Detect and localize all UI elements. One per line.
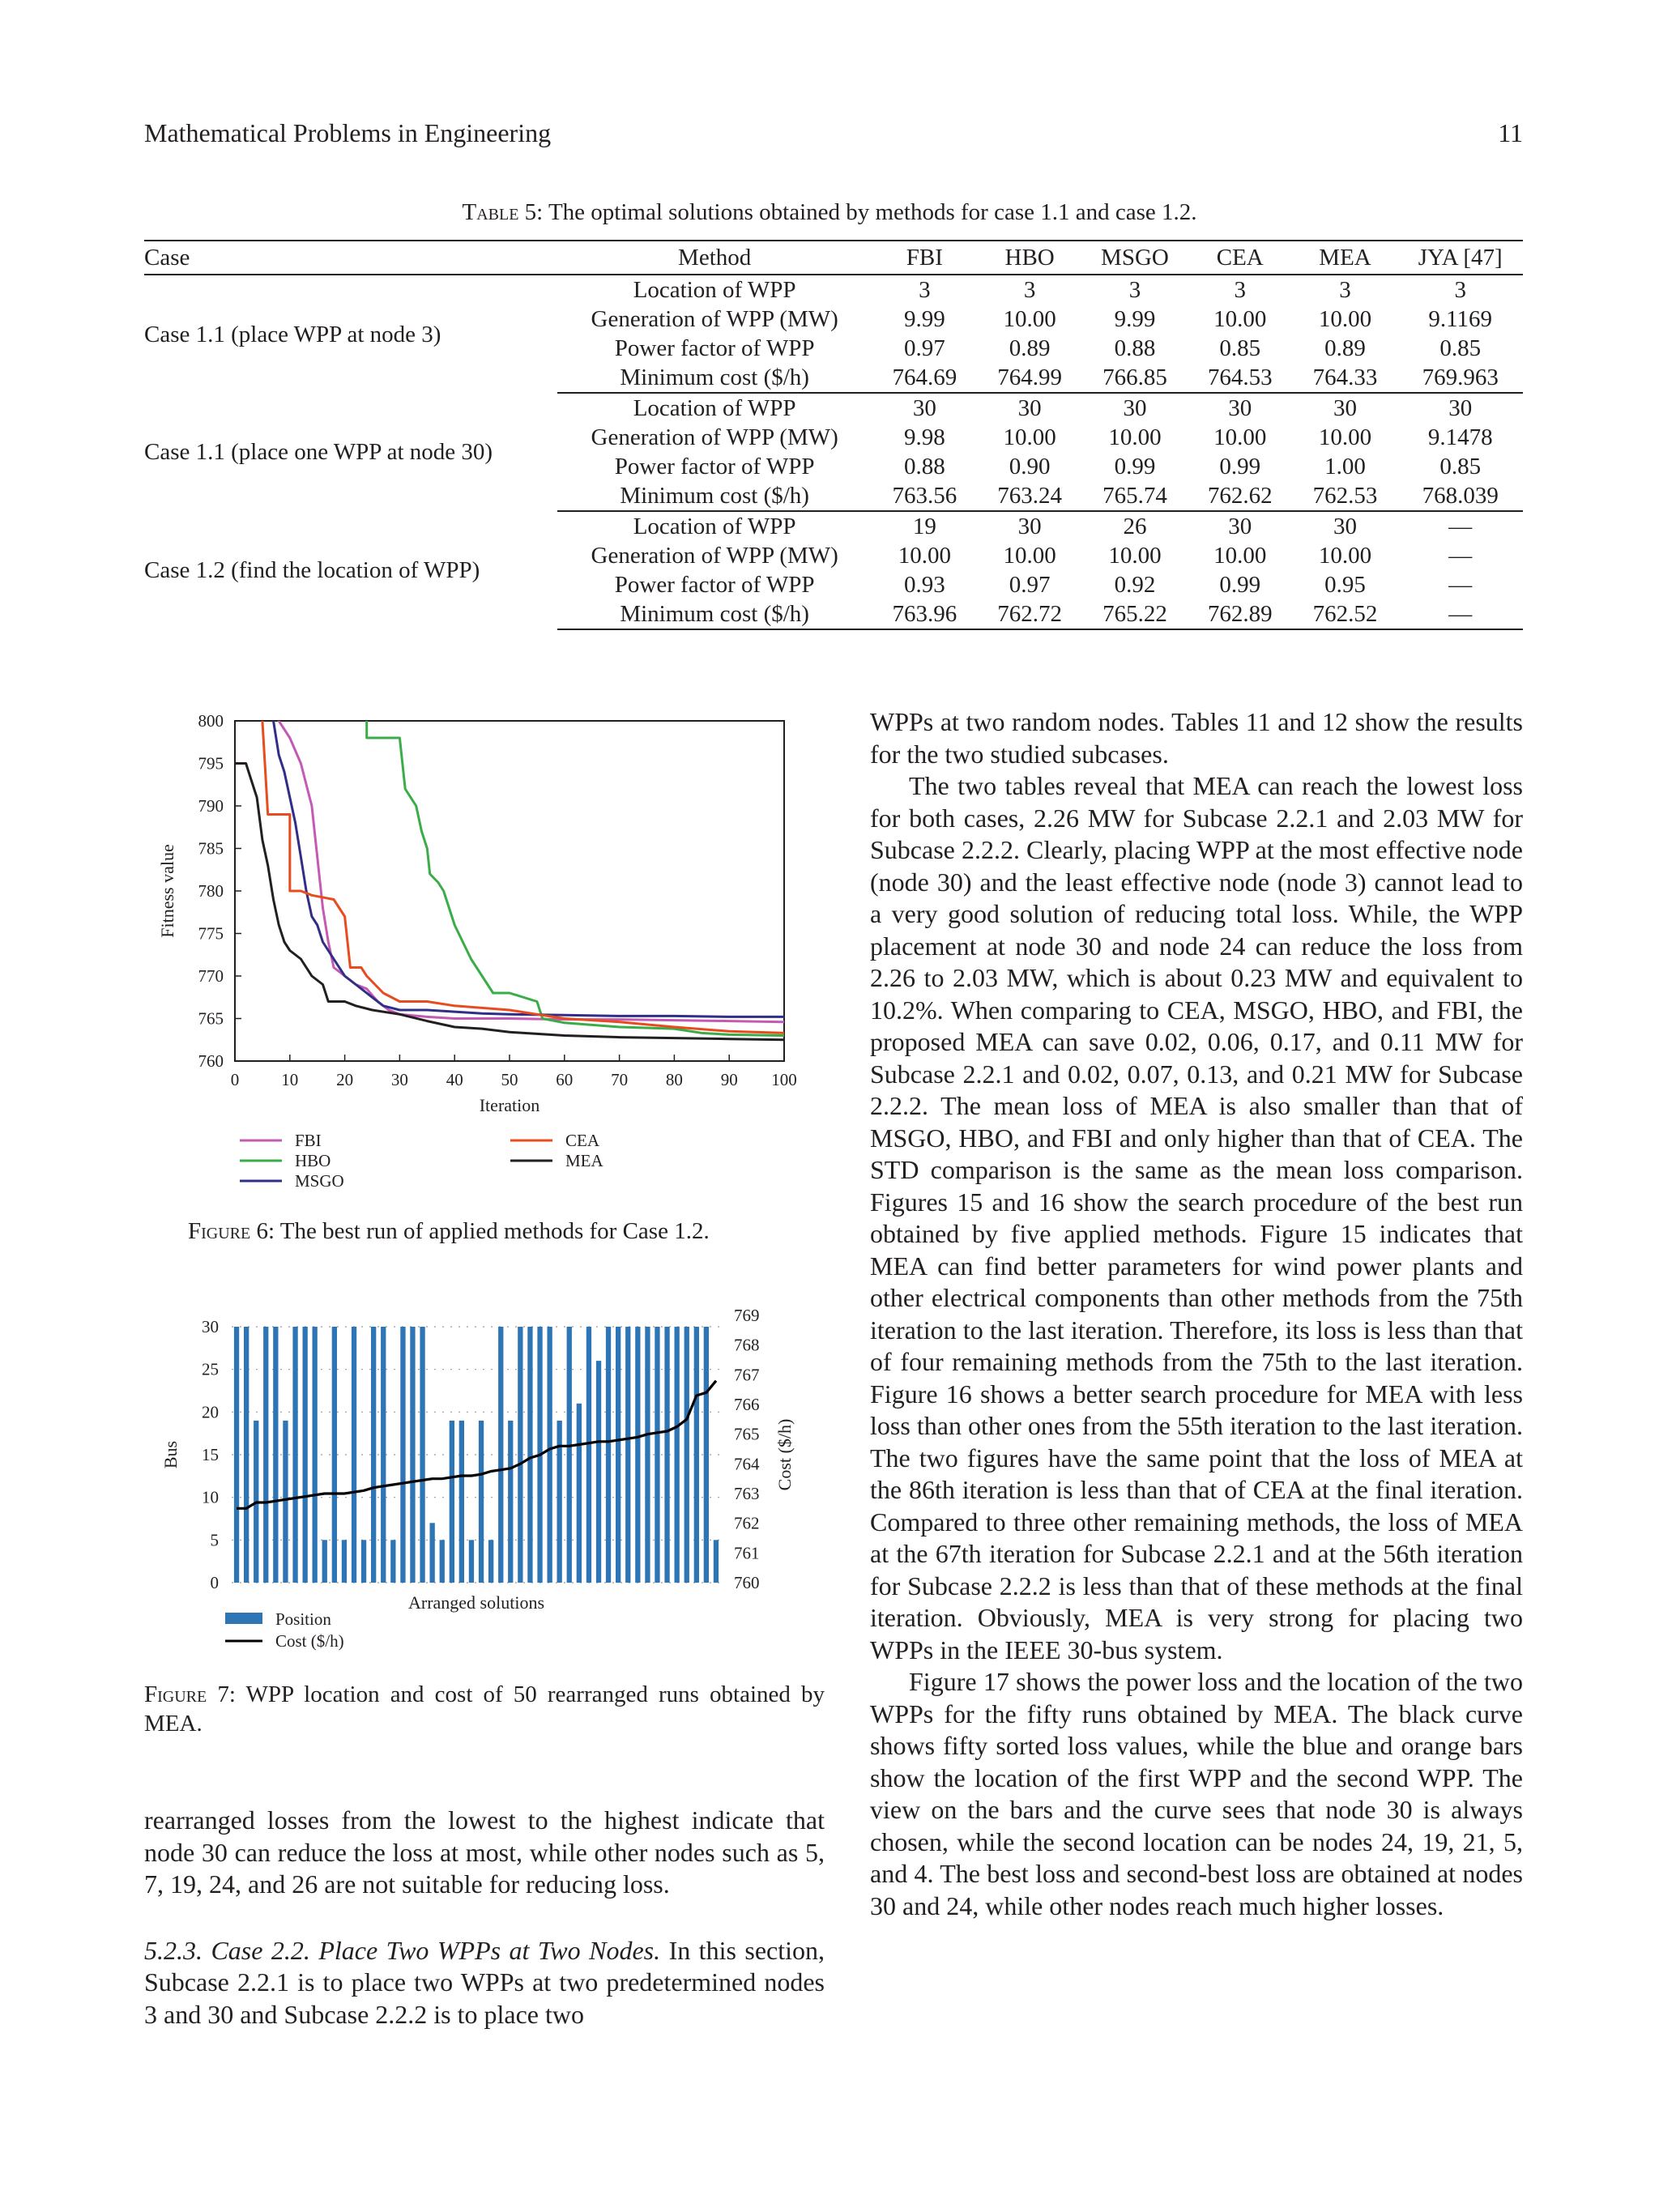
value-cell: 762.53	[1293, 481, 1398, 511]
value-cell: 769.963	[1397, 363, 1523, 393]
y2-tick-label: 765	[734, 1424, 760, 1444]
series-group	[235, 711, 784, 1040]
value-cell: 0.99	[1219, 572, 1261, 598]
y-tick-label: 25	[202, 1359, 219, 1379]
section-heading: 5.2.3. Case 2.2. Place Two WPPs at Two Nodes.	[144, 1935, 661, 1965]
y-tick-label: 785	[198, 838, 224, 859]
position-bar	[400, 1327, 405, 1583]
position-bar	[694, 1327, 699, 1583]
col-header-jya: JYA [47]	[1397, 241, 1523, 275]
position-bar	[635, 1327, 640, 1583]
legend-label: Cost ($/h)	[275, 1631, 344, 1651]
table-label: Table	[462, 199, 519, 225]
x-tick-label: 60	[556, 1070, 574, 1089]
method-cell: Power factor of WPP	[614, 335, 815, 361]
legend-label: MSGO	[295, 1171, 344, 1191]
legend-label: CEA	[565, 1131, 599, 1150]
value-cell: 9.98	[903, 424, 945, 450]
position-bar	[322, 1540, 327, 1583]
value-cell: 10.00	[1213, 543, 1267, 569]
value-cell: 30	[1228, 395, 1252, 421]
table-group	[144, 275, 1523, 393]
position-bar	[704, 1327, 709, 1583]
position-bar	[303, 1327, 308, 1583]
value-cell: 762.89	[1188, 599, 1293, 629]
y2-axis-label: Cost ($/h)	[774, 1418, 795, 1491]
y-tick-label: 780	[198, 881, 224, 901]
method-cell: Power factor of WPP	[614, 454, 815, 479]
value-cell: 764.69	[872, 363, 977, 393]
y-tick-label: 800	[198, 711, 224, 731]
y2-tick-label: 767	[734, 1365, 760, 1385]
value-cell: 764.99	[977, 363, 1082, 393]
position-bar	[675, 1327, 680, 1583]
position-bar	[488, 1540, 493, 1583]
value-cell: 3	[1023, 277, 1036, 303]
value-cell: 1.00	[1324, 454, 1366, 479]
col-header-mea: MEA	[1293, 241, 1398, 275]
position-bar	[371, 1327, 376, 1583]
value-cell: 764.33	[1293, 363, 1398, 393]
value-cell: 30	[912, 395, 936, 421]
series-line-cea	[235, 711, 784, 1033]
value-cell: 3	[1454, 277, 1466, 303]
value-cell: 0.93	[903, 572, 945, 598]
y-tick-label: 30	[202, 1317, 219, 1336]
legend-label: MEA	[565, 1151, 603, 1170]
value-cell: 10.00	[1318, 306, 1372, 332]
y-axis-label: Fitness value	[157, 844, 177, 938]
position-bar	[577, 1404, 582, 1583]
value-cell: 30	[1333, 514, 1358, 539]
position-bar	[283, 1421, 288, 1583]
position-bar	[459, 1421, 464, 1583]
value-cell: —	[1448, 514, 1473, 539]
left-paragraph-2	[144, 1935, 825, 2031]
value-cell: 30	[1123, 395, 1147, 421]
table-row	[144, 393, 1523, 423]
table-row	[144, 275, 1523, 305]
value-cell: 768.039	[1397, 481, 1523, 511]
y2-tick-label: 761	[734, 1543, 760, 1563]
value-cell: 0.85	[1439, 335, 1482, 361]
figure-6-chart	[154, 711, 810, 1197]
value-cell: 0.85	[1439, 454, 1482, 479]
method-cell: Minimum cost ($/h)	[557, 481, 872, 511]
y-tick-label: 760	[198, 1051, 224, 1071]
value-cell: 765.22	[1082, 599, 1188, 629]
value-cell: 0.89	[1009, 335, 1051, 361]
value-cell: 10.00	[1003, 424, 1056, 450]
value-cell: —	[1448, 543, 1473, 569]
x-tick-label: 90	[720, 1070, 738, 1089]
value-cell: 19	[912, 514, 936, 539]
x-axis-label: Arranged solutions	[407, 1592, 545, 1613]
x-tick-label: 20	[336, 1070, 354, 1089]
value-cell: 3	[1339, 277, 1351, 303]
y-tick-label: 790	[198, 796, 224, 816]
position-bar	[273, 1327, 278, 1583]
x-tick-label: 0	[230, 1070, 240, 1089]
method-cell: Location of WPP	[633, 514, 796, 539]
value-cell: 10.00	[1108, 543, 1162, 569]
right-paragraph-1: WPPs at two random nodes. Tables 11 and 12 show the results for the two studied subcases.	[870, 707, 1523, 769]
value-cell: 10.00	[1213, 424, 1267, 450]
legend-label: HBO	[295, 1151, 331, 1170]
value-cell: 0.88	[903, 454, 945, 479]
value-cell: 9.99	[903, 306, 945, 332]
running-head: Mathematical Problems in Engineering	[144, 118, 552, 147]
position-bar	[508, 1421, 513, 1583]
col-header-cea: CEA	[1188, 241, 1293, 275]
value-cell: 26	[1123, 514, 1147, 539]
cost-line	[237, 1381, 716, 1509]
x-tick-label: 50	[501, 1070, 518, 1089]
position-bar	[518, 1327, 522, 1583]
position-bar	[263, 1327, 268, 1583]
value-cell: 763.56	[872, 481, 977, 511]
position-bar	[548, 1327, 552, 1583]
value-cell: 0.99	[1219, 454, 1261, 479]
table-group	[144, 393, 1523, 511]
position-bar	[352, 1327, 356, 1583]
x-tick-label: 80	[665, 1070, 683, 1089]
method-cell: Generation of WPP (MW)	[591, 424, 838, 450]
series-line-hbo	[235, 711, 784, 1036]
position-bar	[596, 1361, 601, 1583]
position-bar	[645, 1327, 650, 1583]
value-cell: —	[1397, 599, 1523, 629]
right-paragraph-2: The two tables reveal that MEA can reach the lowest loss for both cases, 2.26 MW for Subcase 2.2.1 and 2.03 MW for Subcase 2.2.2. Clearly, placing WPP at the most effective node (node 30) and the least effective node (node 3) cannot lead to a very good solution of reducing total loss. While, the WPP placement at node 30 and node 24 can reduce the loss from 2.26 to 2.03 MW, which is about 0.23 MW and equivalent to 10.2%. When comparing to CEA, MSGO, HBO, and FBI, the proposed MEA can save 0.02, 0.06, 0.17, and 0.11 MW for Subcase 2.2.1 and 0.02, 0.07, 0.13, and 0.21 MW for Subcase 2.2.2. The mean loss of MEA is also smaller than that of MSGO, HBO, and FBI and only higher than that of CEA. The STD comparison is the same as the mean loss comparison. Figures 15 and 16 show the search procedure of the best run obtained by five applied methods. Figure 15 indicates that MEA can find better parameters for wind power plants and other electrical components than other methods from the 75th iteration to the last iteration. Therefore, its loss is less than that of four remaining methods from the 75th to the last iteration. Figure 16 shows a better search procedure for MEA with less loss than other ones from the 55th iteration to the last iteration. The two figures have the same point that the loss of MEA at the 86th iteration is less than that of CEA at the final iteration. Compared to three other remaining methods, the loss of MEA at the 67th iteration for Subcase 2.2.1 and at the 56th iteration for Subcase 2.2.2 is less than that of these methods at the final iteration. Obviously, MEA is very strong for placing two WPPs in the IEEE 30-bus system.	[870, 771, 1523, 1664]
y-axis-label: Bus	[160, 1440, 181, 1469]
y-tick-label: 20	[202, 1402, 219, 1422]
value-cell: 3	[1234, 277, 1246, 303]
legend-label: Position	[275, 1609, 331, 1629]
position-bar	[332, 1327, 337, 1583]
table-caption-text: 5: The optimal solutions obtained by methods for case 1.1 and case 1.2.	[518, 199, 1197, 225]
value-cell: 763.96	[872, 599, 977, 629]
series-line-mea	[235, 764, 784, 1040]
page-number: 11	[1498, 118, 1523, 147]
value-cell: 30	[1017, 514, 1042, 539]
legend-label: FBI	[295, 1131, 322, 1150]
x-tick-label: 70	[611, 1070, 629, 1089]
y-tick-label: 0	[210, 1573, 219, 1592]
y2-tick-label: 760	[734, 1573, 760, 1592]
position-bar	[430, 1523, 435, 1583]
y2-tick-label: 766	[734, 1395, 760, 1414]
value-cell: 30	[1333, 395, 1358, 421]
position-bar	[527, 1327, 532, 1583]
x-tick-label: 40	[446, 1070, 463, 1089]
left-paragraph-1: rearranged losses from the lowest to the highest indicate that node 30 can reduce the loss at most, while other nodes such as 5, 7, 19, 24, and 26 are not suitable for reducing loss.	[144, 1805, 825, 1899]
y2-tick-label: 769	[734, 1306, 760, 1325]
table-group	[144, 511, 1523, 629]
position-bar	[313, 1327, 318, 1583]
value-cell: 9.99	[1114, 306, 1156, 332]
value-cell: 766.85	[1082, 363, 1188, 393]
position-bar	[234, 1327, 239, 1583]
value-cell: 0.95	[1324, 572, 1366, 598]
figure-6-caption-text: 6: The best run of applied methods for Case 1.2.	[250, 1218, 710, 1244]
value-cell: —	[1448, 572, 1473, 598]
left-paragraph-2-text: In this section, Subcase 2.2.1 is to place two WPPs at two predetermined nodes 3 and 30 and Subcase 2.2.2 is to place two	[144, 1935, 825, 2029]
value-cell: 765.74	[1082, 481, 1188, 511]
position-bar	[586, 1327, 591, 1583]
table-caption	[0, 199, 1659, 226]
position-bar	[664, 1327, 669, 1583]
position-bar	[410, 1327, 415, 1583]
y-tick-label: 770	[198, 966, 224, 986]
value-cell: 10.00	[1003, 306, 1056, 332]
left-column-text	[144, 1805, 825, 2031]
value-cell: 10.00	[1108, 424, 1162, 450]
figure-7-chart	[154, 1288, 818, 1660]
method-cell: Generation of WPP (MW)	[591, 543, 838, 569]
x-tick-label: 10	[281, 1070, 299, 1089]
position-bar	[567, 1327, 572, 1583]
figure-6-label: Figure	[188, 1218, 251, 1244]
method-cell: Power factor of WPP	[614, 572, 815, 598]
right-paragraph-3: Figure 17 shows the power loss and the location of the two WPPs for the fifty runs obtained by MEA. The black curve shows fifty sorted loss values, while the blue and orange bars show the location of the first WPP and the second WPP. The view on the bars and the curve sees that node 30 is always chosen, while the second location can be nodes 24, 19, 21, 5, and 4. The best loss and second-best loss are obtained at nodes 30 and 24, while other nodes reach much higher losses.	[870, 1667, 1523, 1920]
position-bar	[479, 1421, 484, 1583]
position-bar	[390, 1540, 395, 1583]
y-tick-label: 795	[198, 753, 224, 774]
method-cell: Minimum cost ($/h)	[557, 363, 872, 393]
value-cell: 30	[1228, 514, 1252, 539]
value-cell: 762.72	[977, 599, 1082, 629]
position-bar	[342, 1540, 347, 1583]
value-cell: 3	[1128, 277, 1141, 303]
case-label: Case 1.2 (find the location of WPP)	[144, 557, 480, 583]
table-header-row	[144, 241, 1523, 275]
value-cell: 0.97	[903, 335, 945, 361]
value-cell: 10.00	[1213, 306, 1267, 332]
value-cell: 30	[1448, 395, 1473, 421]
value-cell: 764.53	[1188, 363, 1293, 393]
method-cell: Generation of WPP (MW)	[591, 306, 838, 332]
value-cell: 0.89	[1324, 335, 1366, 361]
col-header-msgo: MSGO	[1082, 241, 1188, 275]
col-header-case: Case	[144, 241, 557, 275]
case-label: Case 1.1 (place WPP at node 3)	[144, 321, 441, 347]
x-tick-label: 100	[771, 1070, 797, 1089]
results-table	[144, 240, 1523, 630]
case-label: Case 1.1 (place one WPP at node 30)	[144, 439, 493, 465]
y2-tick-label: 768	[734, 1335, 760, 1355]
value-cell: 10.00	[1003, 543, 1056, 569]
method-cell: Location of WPP	[633, 395, 796, 421]
y2-tick-label: 764	[734, 1454, 760, 1474]
value-cell: 0.99	[1114, 454, 1156, 479]
position-bar	[450, 1421, 454, 1583]
col-header-method: Method	[557, 241, 872, 275]
position-bar	[381, 1327, 386, 1583]
figure-7-caption	[144, 1680, 825, 1738]
right-column-text	[870, 706, 1523, 1922]
legend-swatch	[225, 1613, 262, 1624]
position-bar	[361, 1540, 366, 1583]
x-tick-label: 30	[390, 1070, 408, 1089]
value-cell: 763.24	[977, 481, 1082, 511]
table-row	[144, 511, 1523, 541]
position-bar	[244, 1327, 249, 1583]
position-bar	[469, 1540, 474, 1583]
y-tick-label: 10	[202, 1487, 219, 1507]
value-cell: 0.90	[1009, 454, 1051, 479]
position-bar	[440, 1540, 445, 1583]
value-cell: 10.00	[1318, 424, 1372, 450]
y-tick-label: 765	[198, 1008, 224, 1029]
position-bar	[684, 1327, 689, 1583]
value-cell: 0.92	[1114, 572, 1156, 598]
position-bar	[625, 1327, 630, 1583]
x-axis-label: Iteration	[479, 1095, 540, 1115]
value-cell: 0.85	[1219, 335, 1261, 361]
y-tick-label: 15	[202, 1445, 219, 1464]
value-cell: 762.52	[1293, 599, 1398, 629]
method-cell: Location of WPP	[633, 277, 796, 303]
position-bar	[292, 1327, 297, 1583]
y2-tick-label: 762	[734, 1513, 760, 1533]
position-bar	[655, 1327, 659, 1583]
figure-7-label: Figure	[144, 1681, 207, 1707]
value-cell: 0.88	[1114, 335, 1156, 361]
position-bar	[420, 1327, 424, 1583]
y2-tick-label: 763	[734, 1484, 760, 1503]
col-header-hbo: HBO	[977, 241, 1082, 275]
value-cell: 9.1478	[1427, 424, 1493, 450]
figure-7-caption-text: 7: WPP location and cost of 50 rearranged runs obtained by MEA.	[144, 1681, 825, 1737]
position-bar	[616, 1327, 621, 1583]
value-cell: 10.00	[898, 543, 951, 569]
value-cell: 762.62	[1188, 481, 1293, 511]
value-cell: 30	[1017, 395, 1042, 421]
value-cell: 10.00	[1318, 543, 1372, 569]
figure-6-caption	[188, 1217, 836, 1246]
position-bar	[606, 1327, 611, 1583]
value-cell: 9.1169	[1428, 306, 1493, 332]
method-cell: Minimum cost ($/h)	[557, 599, 872, 629]
y-tick-label: 775	[198, 923, 224, 944]
y-tick-label: 5	[210, 1530, 219, 1550]
position-bar	[498, 1327, 503, 1583]
value-cell: 0.97	[1009, 572, 1051, 598]
position-bar	[714, 1540, 719, 1583]
col-header-fbi: FBI	[872, 241, 977, 275]
series-line-fbi	[235, 711, 784, 1022]
value-cell: 3	[919, 277, 931, 303]
